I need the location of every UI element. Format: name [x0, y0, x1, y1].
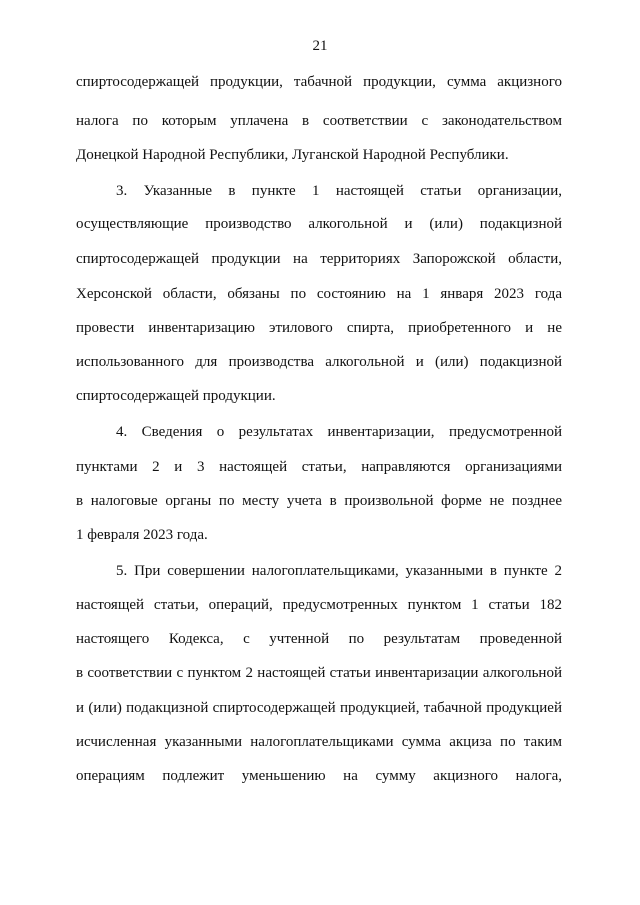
- text-line: Херсонской области, обязаны по состоянию на 1 января 2023 года: [76, 286, 562, 302]
- text-line: исчисленная указанными налогоплательщиками сумма акциза по таким: [76, 734, 562, 750]
- text-line: 1 февраля 2023 года.: [76, 527, 208, 543]
- text-line: налога по которым уплачена в соответствии с законодательством: [76, 113, 562, 129]
- text-line: спиртосодержащей продукции на территориях Запорожской области,: [76, 251, 562, 267]
- text-line: спиртосодержащей продукции, табачной продукции, сумма акцизного: [76, 74, 562, 90]
- text-line: и (или) подакцизной спиртосодержащей продукцией, табачной продукцией: [76, 700, 562, 716]
- text-line: провести инвентаризацию этилового спирта, приобретенного и не: [76, 320, 562, 336]
- text-line: в налоговые органы по месту учета в произвольной форме не позднее: [76, 493, 562, 509]
- text-line: пунктами 2 и 3 настоящей статьи, направляются организациями: [76, 459, 562, 475]
- text-line: в соответствии с пунктом 2 настоящей статьи инвентаризации алкогольной: [76, 665, 562, 681]
- page-number: 21: [312, 38, 328, 54]
- text-line: осуществляющие производство алкогольной и (или) подакцизной: [76, 216, 562, 232]
- text-line: 5. При совершении налогоплательщиками, указанными в пункте 2: [116, 563, 562, 579]
- text-line: Донецкой Народной Республики, Луганской Народной Республики.: [76, 147, 509, 163]
- text-line: использованного для производства алкогольной и (или) подакцизной: [76, 354, 562, 370]
- text-line: настоящего Кодекса, с учтенной по результатам проведенной: [76, 631, 562, 647]
- text-line: операциям подлежит уменьшению на сумму акцизного налога,: [76, 768, 562, 784]
- text-line: 4. Сведения о результатах инвентаризации, предусмотренной: [116, 424, 562, 440]
- text-line: 3. Указанные в пункте 1 настоящей статьи организации,: [116, 183, 562, 199]
- text-line: спиртосодержащей продукции.: [76, 388, 276, 404]
- text-line: настоящей статьи, операций, предусмотренных пунктом 1 статьи 182: [76, 597, 562, 613]
